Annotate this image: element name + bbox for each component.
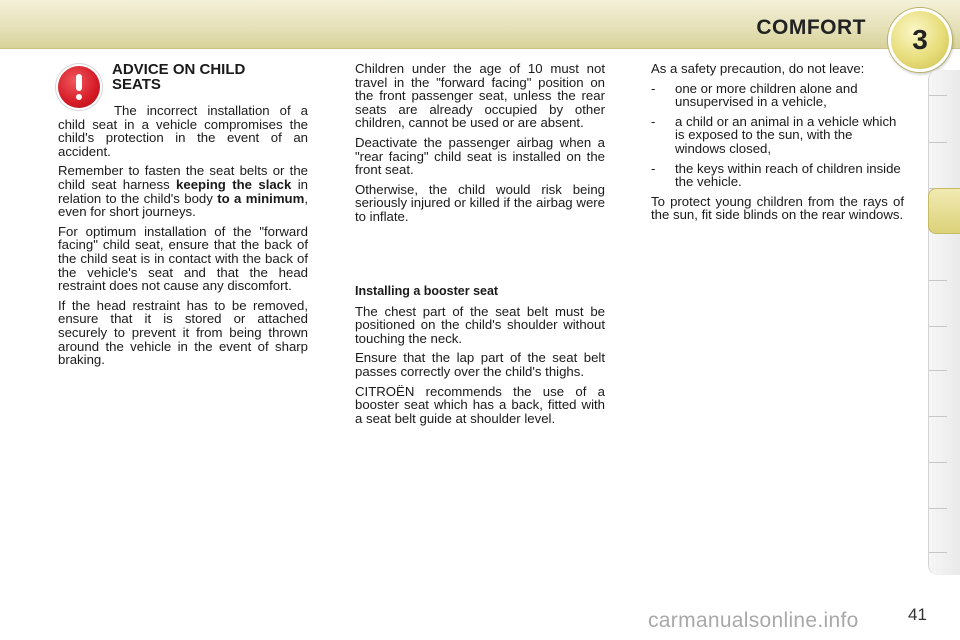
left-paragraph-1: The incorrect installation of a child seat in a vehicle compromises the child's protection in the event of an accident. [58, 103, 308, 159]
middle-paragraph-3: Otherwise, the child would risk being seriously injured or killed if the airbag were to inflate. [355, 181, 605, 224]
active-chapter-tab[interactable] [928, 188, 960, 234]
left-paragraph-2: Remember to fasten the seat belts or the child seat harness keeping the slack in relation to the child's body to a minimum, even for short journeys. [58, 163, 309, 220]
list-item: - one or more children alone and unsupervised in a vehicle, [651, 80, 858, 110]
right-intro: As a safety precaution, do not leave: [651, 61, 865, 76]
left-paragraph-4: If the head restraint has to be removed, ensure that it is stored or attached securely to prevent it from being thrown around the vehicle in the event of sharp braking. [58, 297, 308, 368]
list-item: - the keys within reach of children inside the vehicle. [651, 160, 901, 190]
chapter-title: COMFORT [756, 16, 866, 39]
right-column [651, 62, 904, 228]
middle-paragraph-6: CITROËN recommends the use of a booster seat which has a back, fitted with a seat belt guide at shoulder level. [355, 383, 605, 426]
left-paragraph-3: For optimum installation of the "forward facing" child seat, ensure that the back of the child seat is in contact with the back of the vehicle's seat and that the head restraint does not cause any discomfort. [58, 223, 308, 294]
booster-seat-subheading: Installing a booster seat [355, 284, 499, 298]
exclamation-warning-icon [58, 66, 100, 108]
middle-paragraph-5: Ensure that the lap part of the seat belt passes correctly over the child's thighs. [355, 350, 605, 379]
page-number: 41 [908, 605, 927, 624]
middle-paragraph-4: The chest part of the seat belt must be positioned on the child's shoulder without touching the neck. [355, 303, 605, 346]
middle-column-lower [355, 285, 605, 431]
chapter-number-badge: 3 [888, 8, 952, 72]
watermark-text: carmanualsonline.info [648, 609, 859, 632]
chapter-side-tabs [928, 70, 960, 575]
left-column [58, 104, 308, 373]
middle-column [355, 62, 605, 230]
section-heading: ADVICE ON CHILD SEATS [112, 61, 246, 93]
list-item: - a child or an animal in a vehicle which is exposed to the sun, with the windows closed, [651, 113, 897, 156]
middle-paragraph-2: Deactivate the passenger airbag when a "rear facing" child seat is installed on the front seat. [355, 134, 605, 178]
right-outro: To protect young children from the rays of the sun, fit side blinds on the rear windows. [651, 193, 904, 223]
middle-paragraph-1: Children under the age of 10 must not travel in the "forward facing" position on the front passenger seat, unless the rear seats are already occupied by other children, cannot be used or are absent. [355, 61, 605, 131]
